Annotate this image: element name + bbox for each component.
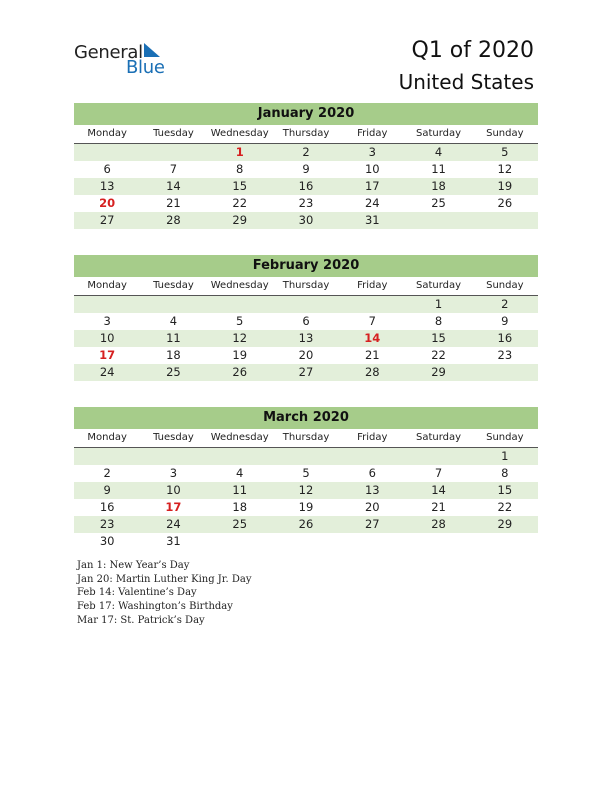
day-cell: 20 [298, 348, 314, 362]
week-row [74, 482, 538, 499]
day-cell [405, 448, 471, 465]
week-row [74, 313, 538, 330]
week-row [74, 212, 538, 229]
weekday-label: Sunday [486, 280, 524, 291]
day-cell [405, 533, 471, 550]
day-cell [405, 212, 471, 229]
weekday-label: Tuesday [153, 128, 194, 139]
day-cell: 3 [103, 314, 111, 328]
week-row [74, 448, 538, 465]
day-cell: 28 [364, 365, 380, 379]
holiday-day-cell: 17 [99, 348, 116, 362]
day-cell: 27 [99, 213, 115, 227]
day-cell: 15 [232, 179, 248, 193]
day-cell [339, 448, 405, 465]
weekday-label: Monday [87, 280, 127, 291]
day-cell: 28 [166, 213, 181, 227]
day-cell [74, 296, 140, 313]
day-cell: 6 [103, 162, 111, 176]
weekday-label: Thursday [282, 432, 330, 443]
day-cell: 4 [434, 145, 443, 159]
weekday-label: Saturday [416, 280, 462, 291]
day-cell: 23 [497, 348, 513, 362]
day-cell [207, 448, 273, 465]
day-cell: 26 [232, 365, 248, 379]
weekday-label: Tuesday [153, 280, 194, 291]
day-cell: 15 [431, 331, 446, 345]
day-cell: 29 [497, 517, 513, 531]
day-cell: 14 [431, 483, 446, 497]
day-cell: 20 [364, 500, 380, 514]
day-cell [140, 144, 206, 161]
weekday-label: Thursday [282, 280, 330, 291]
day-cell: 4 [169, 314, 178, 328]
week-row [74, 178, 538, 195]
day-cell: 19 [232, 348, 248, 362]
weekday-label: Friday [357, 128, 388, 139]
day-cell: 24 [99, 365, 115, 379]
day-cell: 6 [368, 466, 376, 480]
day-cell [140, 296, 206, 313]
weekday-label: Wednesday [210, 128, 269, 139]
day-cell: 5 [236, 314, 244, 328]
weekday-label: Wednesday [210, 432, 269, 443]
day-cell: 8 [501, 466, 509, 480]
month-title: March 2020 [74, 407, 538, 429]
day-cell: 3 [169, 466, 178, 480]
day-cell: 31 [364, 213, 380, 227]
day-cell: 31 [166, 534, 181, 548]
day-cell [273, 296, 339, 313]
weekday-label: Tuesday [153, 432, 194, 443]
day-cell: 7 [169, 162, 178, 176]
day-cell [74, 144, 140, 161]
day-cell: 9 [501, 314, 509, 328]
day-cell [140, 448, 206, 465]
week-row [74, 465, 538, 482]
week-row [74, 296, 538, 313]
day-cell: 10 [364, 162, 380, 176]
day-cell: 10 [166, 483, 181, 497]
day-cell: 18 [166, 348, 181, 362]
day-cell: 12 [232, 331, 248, 345]
weekday-header-row [74, 277, 538, 296]
day-cell: 4 [236, 466, 244, 480]
page-subtitle: United States [398, 70, 534, 94]
weekday-label: Monday [87, 128, 127, 139]
weekday-label: Thursday [282, 128, 330, 139]
weekday-label: Wednesday [210, 280, 269, 291]
day-cell: 25 [232, 517, 248, 531]
holiday-note: Jan 1: New Year’s Day [77, 560, 190, 571]
weekday-label: Friday [357, 280, 388, 291]
month-title: January 2020 [74, 103, 538, 125]
day-cell: 13 [298, 331, 314, 345]
week-row [74, 144, 538, 161]
day-cell: 9 [103, 483, 111, 497]
day-cell: 24 [166, 517, 181, 531]
day-cell: 21 [431, 500, 446, 514]
day-cell: 30 [298, 213, 314, 227]
month-calendar [74, 255, 538, 381]
day-cell: 12 [298, 483, 314, 497]
week-row [74, 499, 538, 516]
holiday-day-cell: 1 [235, 145, 244, 159]
day-cell: 23 [298, 196, 314, 210]
holiday-note: Mar 17: St. Patrick’s Day [77, 614, 205, 626]
week-row [74, 347, 538, 364]
day-cell: 8 [434, 314, 443, 328]
day-cell: 18 [431, 179, 446, 193]
day-cell: 29 [232, 213, 248, 227]
brand-word-blue: Blue [126, 57, 165, 78]
weekday-header-row [74, 429, 538, 448]
brand-word-general: General [74, 42, 143, 63]
day-cell: 11 [431, 162, 446, 176]
day-cell: 18 [232, 500, 248, 514]
holiday-note: Feb 14: Valentine’s Day [77, 587, 197, 599]
day-cell: 11 [232, 483, 248, 497]
day-cell [339, 296, 405, 313]
week-row [74, 533, 538, 550]
day-cell: 26 [298, 517, 314, 531]
day-cell: 21 [364, 348, 380, 362]
day-cell: 27 [298, 365, 314, 379]
day-cell: 19 [497, 179, 513, 193]
day-cell: 13 [99, 179, 115, 193]
holiday-notes [77, 559, 251, 627]
day-cell: 2 [501, 297, 509, 311]
weekday-header-row [74, 125, 538, 144]
day-cell [74, 448, 140, 465]
day-cell: 23 [99, 517, 115, 531]
day-cell: 8 [236, 162, 244, 176]
day-cell: 21 [166, 196, 181, 210]
month-title: February 2020 [74, 255, 538, 277]
weekday-label: Friday [357, 432, 388, 443]
day-cell: 16 [298, 179, 314, 193]
day-cell: 2 [302, 145, 310, 159]
day-cell [273, 533, 339, 550]
day-cell: 30 [99, 534, 115, 548]
month-calendar [74, 103, 538, 229]
holiday-day-cell: 14 [364, 331, 381, 345]
day-cell: 19 [298, 500, 314, 514]
day-cell: 15 [497, 483, 513, 497]
day-cell: 22 [232, 196, 248, 210]
day-cell: 2 [103, 466, 111, 480]
day-cell: 14 [166, 179, 181, 193]
holiday-day-cell: 20 [99, 196, 116, 210]
day-cell: 6 [302, 314, 310, 328]
day-cell: 25 [431, 196, 446, 210]
day-cell: 12 [497, 162, 513, 176]
day-cell: 13 [364, 483, 380, 497]
day-cell: 7 [434, 466, 443, 480]
day-cell [472, 212, 538, 229]
weekday-label: Sunday [486, 128, 524, 139]
day-cell [472, 533, 538, 550]
weekday-label: Saturday [416, 432, 462, 443]
holiday-note: Jan 20: Martin Luther King Jr. Day [77, 573, 252, 585]
weekday-label: Saturday [416, 128, 462, 139]
week-row [74, 195, 538, 212]
holiday-note: Feb 17: Washington’s Birthday [77, 601, 233, 613]
day-cell: 22 [497, 500, 513, 514]
week-row [74, 161, 538, 178]
day-cell [207, 296, 273, 313]
day-cell: 24 [364, 196, 380, 210]
day-cell: 17 [364, 179, 380, 193]
day-cell: 3 [368, 145, 376, 159]
day-cell: 10 [99, 331, 115, 345]
weekday-label: Monday [87, 432, 127, 443]
week-row [74, 516, 538, 533]
day-cell: 5 [501, 145, 509, 159]
day-cell [339, 533, 405, 550]
day-cell: 25 [166, 365, 181, 379]
day-cell: 5 [302, 466, 310, 480]
day-cell: 9 [302, 162, 310, 176]
month-calendar [74, 407, 538, 550]
day-cell: 22 [431, 348, 446, 362]
day-cell: 27 [364, 517, 380, 531]
day-cell: 7 [368, 314, 376, 328]
day-cell: 26 [497, 196, 513, 210]
week-row [74, 364, 538, 381]
day-cell: 1 [501, 449, 509, 463]
day-cell: 28 [431, 517, 446, 531]
day-cell: 11 [166, 331, 181, 345]
day-cell: 16 [99, 500, 115, 514]
day-cell: 1 [434, 297, 443, 311]
page-title: Q1 of 2020 [411, 38, 534, 63]
day-cell [273, 448, 339, 465]
day-cell: 29 [431, 365, 446, 379]
brand-logo [74, 42, 174, 82]
holiday-day-cell: 17 [165, 500, 182, 514]
day-cell: 16 [497, 331, 513, 345]
day-cell [472, 364, 538, 381]
week-row [74, 330, 538, 347]
weekday-label: Sunday [486, 432, 524, 443]
day-cell [207, 533, 273, 550]
